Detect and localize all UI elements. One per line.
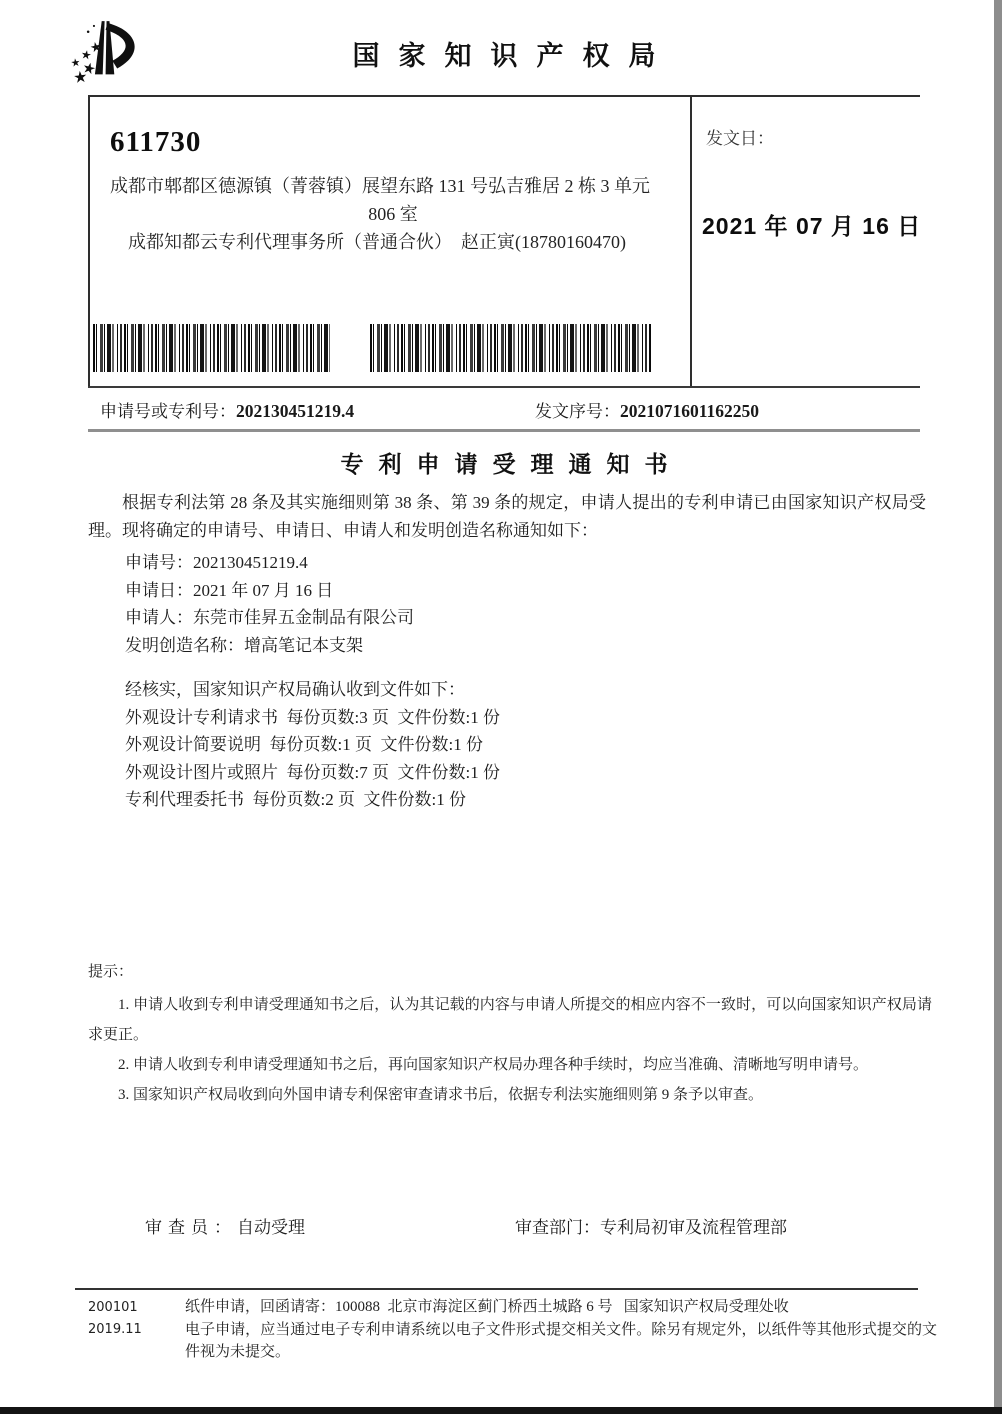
recipient-agency-line: 成都知都云专利代理事务所（普通合伙） 赵正寅(18780160470) <box>128 232 626 252</box>
dispatch-box-left-rule <box>690 95 692 388</box>
header-rule <box>88 95 920 97</box>
footer-line-paper: 纸件申请，回函请寄：100088 北京市海淀区蓟门桥西土城路 6 号 国家知识产权局受理处收 <box>185 1299 789 1315</box>
detail-row-application-date <box>125 577 414 605</box>
detail-row-application-number <box>125 549 414 577</box>
examiner-value: 自动受理 <box>237 1218 305 1237</box>
detail-row-invention-title <box>125 632 414 660</box>
serial-number-value: 2021071601162250 <box>620 401 760 421</box>
serial-number-label: 发文序号： <box>535 402 620 421</box>
signoff-row <box>145 1213 925 1238</box>
dispatch-date-value: 2021 年 07 月 16 日 <box>702 213 922 239</box>
department-value: 专利局初审及流程管理部 <box>600 1218 787 1237</box>
recipient-box-left-rule <box>88 95 90 388</box>
application-details <box>125 549 414 659</box>
barcode-application <box>93 324 330 372</box>
application-number-label: 申请号或专利号： <box>100 402 236 421</box>
detail-value: 增高笔记本支架 <box>244 635 363 655</box>
notice-title: 专利申请受理通知书 <box>340 452 683 477</box>
detail-row-applicant <box>125 604 414 632</box>
recipient-block <box>110 126 676 256</box>
barcode-serial <box>370 324 651 372</box>
scan-edge-right <box>994 0 1002 1414</box>
tips-section <box>88 961 932 1110</box>
detail-label: 申请号： <box>125 553 193 572</box>
detail-label: 申请日： <box>125 580 193 600</box>
detail-label: 申请人： <box>125 608 193 627</box>
footer-instructions <box>185 1296 937 1364</box>
notice-intro: 根据专利法第 28 条及其实施细则第 38 条、第 39 条的规定，申请人提出的专利申请已由国家知识产权局受理。现将确定的申请号、申请日、申请人和发明创造名称通知如下： <box>88 493 926 540</box>
received-item: 外观设计专利请求书 每份页数:3 页 文件份数:1 份 <box>125 707 500 727</box>
detail-value: 东莞市佳昇五金制品有限公司 <box>193 608 414 627</box>
tips-label: 提示： <box>88 964 134 980</box>
application-number-value: 202130451219.4 <box>236 401 355 421</box>
footer-form-codes <box>88 1297 142 1341</box>
agency-title: 国家知识产权局 <box>352 41 675 71</box>
tip-item-3: 3. 国家知识产权局收到向外国申请专利保密审查请求书后，依据专利法实施细则第 9 条予以审查。 <box>118 1087 764 1103</box>
detail-value: 202130451219.4 <box>193 553 308 572</box>
tip-item-2: 2. 申请人收到专利申请受理通知书之后，再向国家知识产权局办理各种手续时，均应当准确、清晰地写明申请号。 <box>118 1057 869 1073</box>
received-item: 外观设计图片或照片 每份页数:7 页 文件份数:1 份 <box>125 762 500 782</box>
tip-item-1: 1. 申请人收到专利申请受理通知书之后，认为其记载的内容与申请人所提交的相应内容不一致时，可以向国家知识产权局请求更正。 <box>88 997 932 1043</box>
footer-code-1: 200101 <box>88 1300 138 1315</box>
serial-number <box>535 397 759 422</box>
examiner-label: 审查员： <box>145 1218 237 1237</box>
received-documents <box>125 676 500 814</box>
recipient-address-line1: 成都市郫都区德源镇（菁蓉镇）展望东路 131 号弘吉雅居 2 栋 3 单元 <box>110 176 650 196</box>
recipient-address-line2: 806 室 <box>368 204 418 224</box>
scan-edge-bottom <box>0 1407 1002 1414</box>
department <box>515 1213 787 1238</box>
dispatch-date-label: 发文日： <box>706 129 774 148</box>
department-label: 审查部门： <box>515 1218 600 1237</box>
numbers-bottom-rule <box>88 429 920 432</box>
received-item: 外观设计简要说明 每份页数:1 页 文件份数:1 份 <box>125 735 483 754</box>
received-intro: 经核实，国家知识产权局确认收到文件如下： <box>125 680 465 699</box>
footer-code-2: 2019.11 <box>88 1322 142 1337</box>
barcode-bottom-rule <box>88 386 920 388</box>
footer-line-electronic: 电子申请，应当通过电子专利申请系统以电子文件形式提交相关文件。除另有规定外，以纸件等其他形式提交的文件视为未提交。 <box>185 1321 937 1360</box>
footer-rule <box>75 1288 918 1290</box>
detail-value: 2021 年 07 月 16 日 <box>193 580 334 600</box>
recipient-code: 611730 <box>110 126 202 158</box>
numbers-row <box>100 397 920 422</box>
received-item: 专利代理委托书 每份页数:2 页 文件份数:1 份 <box>125 790 466 809</box>
detail-label: 发明创造名称： <box>125 635 244 655</box>
